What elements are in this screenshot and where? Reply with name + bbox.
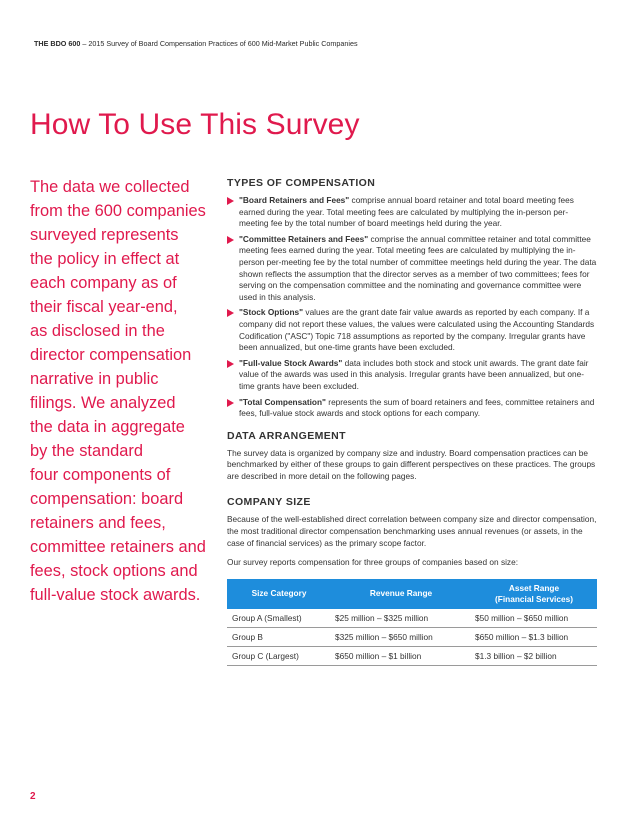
page-number: 2 [30, 791, 36, 802]
term: "Board Retainers and Fees" [239, 195, 350, 205]
column-header-asset-range [471, 579, 597, 609]
definition: data includes both stock and stock unit awards. The grant date fair value of the awards was used in this analysis. Irregular grants have been annualized, but one-time grants have been excluded. [239, 357, 589, 391]
pull-quote-line: The data we collected [30, 178, 190, 196]
pull-quote-line: surveyed represents [30, 226, 179, 244]
pull-quote-line: committee retainers and [30, 538, 206, 556]
list-item [227, 358, 597, 393]
table-cell: $50 million – $650 million [471, 609, 597, 628]
pull-quote-line: retainers and fees, [30, 514, 166, 532]
pull-quote-line: narrative in public [30, 370, 159, 388]
list-item [227, 234, 597, 304]
pull-quote-line: full-value stock awards. [30, 586, 201, 604]
definition: comprise the annual committee retainer and total committee meeting fees earned during the year. Total meeting fees are calculated by multiplying the in-person per-meeting fee by the total number of committee meetings held during the year. The data shown reflects the assumption that the director serves as a member of two committees; fees for serving on the compensation committee and the nominating and governance committee were used in this analysis. [239, 233, 597, 302]
table-cell: $25 million – $325 million [331, 609, 471, 628]
company-size-table [227, 579, 597, 666]
company-size-intro: Our survey reports compensation for three groups of companies based on size: [227, 557, 519, 568]
asset-range-sublabel: (Financial Services) [495, 593, 573, 604]
page-title: How To Use This Survey [30, 108, 360, 141]
table-row [227, 627, 597, 646]
table-cell: Group C (Largest) [227, 646, 331, 665]
pull-quote-line: as disclosed in the [30, 322, 165, 340]
table-cell: $325 million – $650 million [331, 627, 471, 646]
data-arrangement-text: The survey data is organized by company size and industry. Board compensation practices can be benchmarked by either of these groups to gain different perspectives on these practices. The groups are described in more detail on the following pages. [227, 447, 596, 481]
bullet-arrow-icon [227, 197, 234, 205]
bullet-arrow-icon [227, 399, 234, 407]
main-content [227, 177, 597, 666]
table-cell: $650 million – $1.3 billion [471, 627, 597, 646]
company-size-paragraph: Because of the well-established direct correlation between company size and director compensation, the most traditional director compensation benchmarking uses annual revenues (or assets, in the case of financial services) as the primary scope factor. [227, 514, 597, 548]
table-cell: Group B [227, 627, 331, 646]
header-brand: THE BDO 600 [34, 39, 81, 48]
pull-quote-line: director compensation [30, 346, 192, 364]
bullet-arrow-icon [227, 360, 234, 368]
pull-quote-line: four components of [30, 466, 171, 484]
bullet-arrow-icon [227, 236, 234, 244]
pull-quote-line: each company as of [30, 274, 177, 292]
pull-quote-line: fees, stock options and [30, 562, 198, 580]
definition: represents the sum of board retainers and fees, committee retainers and fees, full-value stock awards and stock options for each company. [239, 396, 595, 419]
list-item [227, 397, 597, 420]
term: "Full-value Stock Awards" [239, 357, 343, 368]
types-of-compensation-heading: TYPES OF COMPENSATION [227, 177, 376, 189]
column-header-size-category: Size Category [227, 579, 331, 609]
table-row [227, 646, 597, 665]
term: "Total Compensation" [239, 396, 326, 407]
asset-range-label: Asset Range [508, 582, 560, 593]
header-subtitle: – 2015 Survey of Board Compensation Practices of 600 Mid-Market Public Companies [80, 39, 358, 48]
definition: comprise annual board retainer and total board meeting fees earned during the year. Total meeting fees are calculated by multiplying the in-person per-meeting fee by the total number of board meetings held during the year. [239, 195, 574, 229]
column-header-revenue-range: Revenue Range [331, 579, 471, 609]
company-size-heading: COMPANY SIZE [227, 496, 311, 509]
data-arrangement-heading: DATA ARRANGEMENT [227, 429, 346, 442]
list-item [227, 307, 597, 353]
pull-quote [30, 175, 206, 607]
pull-quote-line: from the 600 companies [30, 202, 206, 220]
definition: values are the grant date fair value awards as reported by each company. If a company did not report these values, the values were calculated using the Accounting Standards Codification ("ASC") Topic 718 assumptions as reported by the company. Irregular grants have been annualized, but one-time grants have been excluded. [239, 307, 595, 353]
pull-quote-line: the data in aggregate [30, 418, 185, 436]
list-item [227, 195, 597, 230]
pull-quote-line: compensation: board [30, 490, 184, 508]
bullet-arrow-icon [227, 309, 234, 317]
table-row [227, 609, 597, 628]
pull-quote-line: filings. We analyzed [30, 394, 176, 412]
table-cell: Group A (Smallest) [227, 609, 331, 628]
running-header [34, 39, 614, 48]
table-header-row [227, 579, 597, 609]
term: "Committee Retainers and Fees" [239, 233, 369, 244]
term: "Stock Options" [239, 307, 304, 318]
table-cell: $1.3 billion – $2 billion [471, 646, 597, 665]
compensation-types-list [227, 195, 597, 420]
table-cell: $650 million – $1 billion [331, 646, 471, 665]
pull-quote-line: the policy in effect at [30, 250, 180, 268]
pull-quote-line: their fiscal year-end, [30, 298, 178, 316]
pull-quote-line: by the standard [30, 442, 143, 460]
